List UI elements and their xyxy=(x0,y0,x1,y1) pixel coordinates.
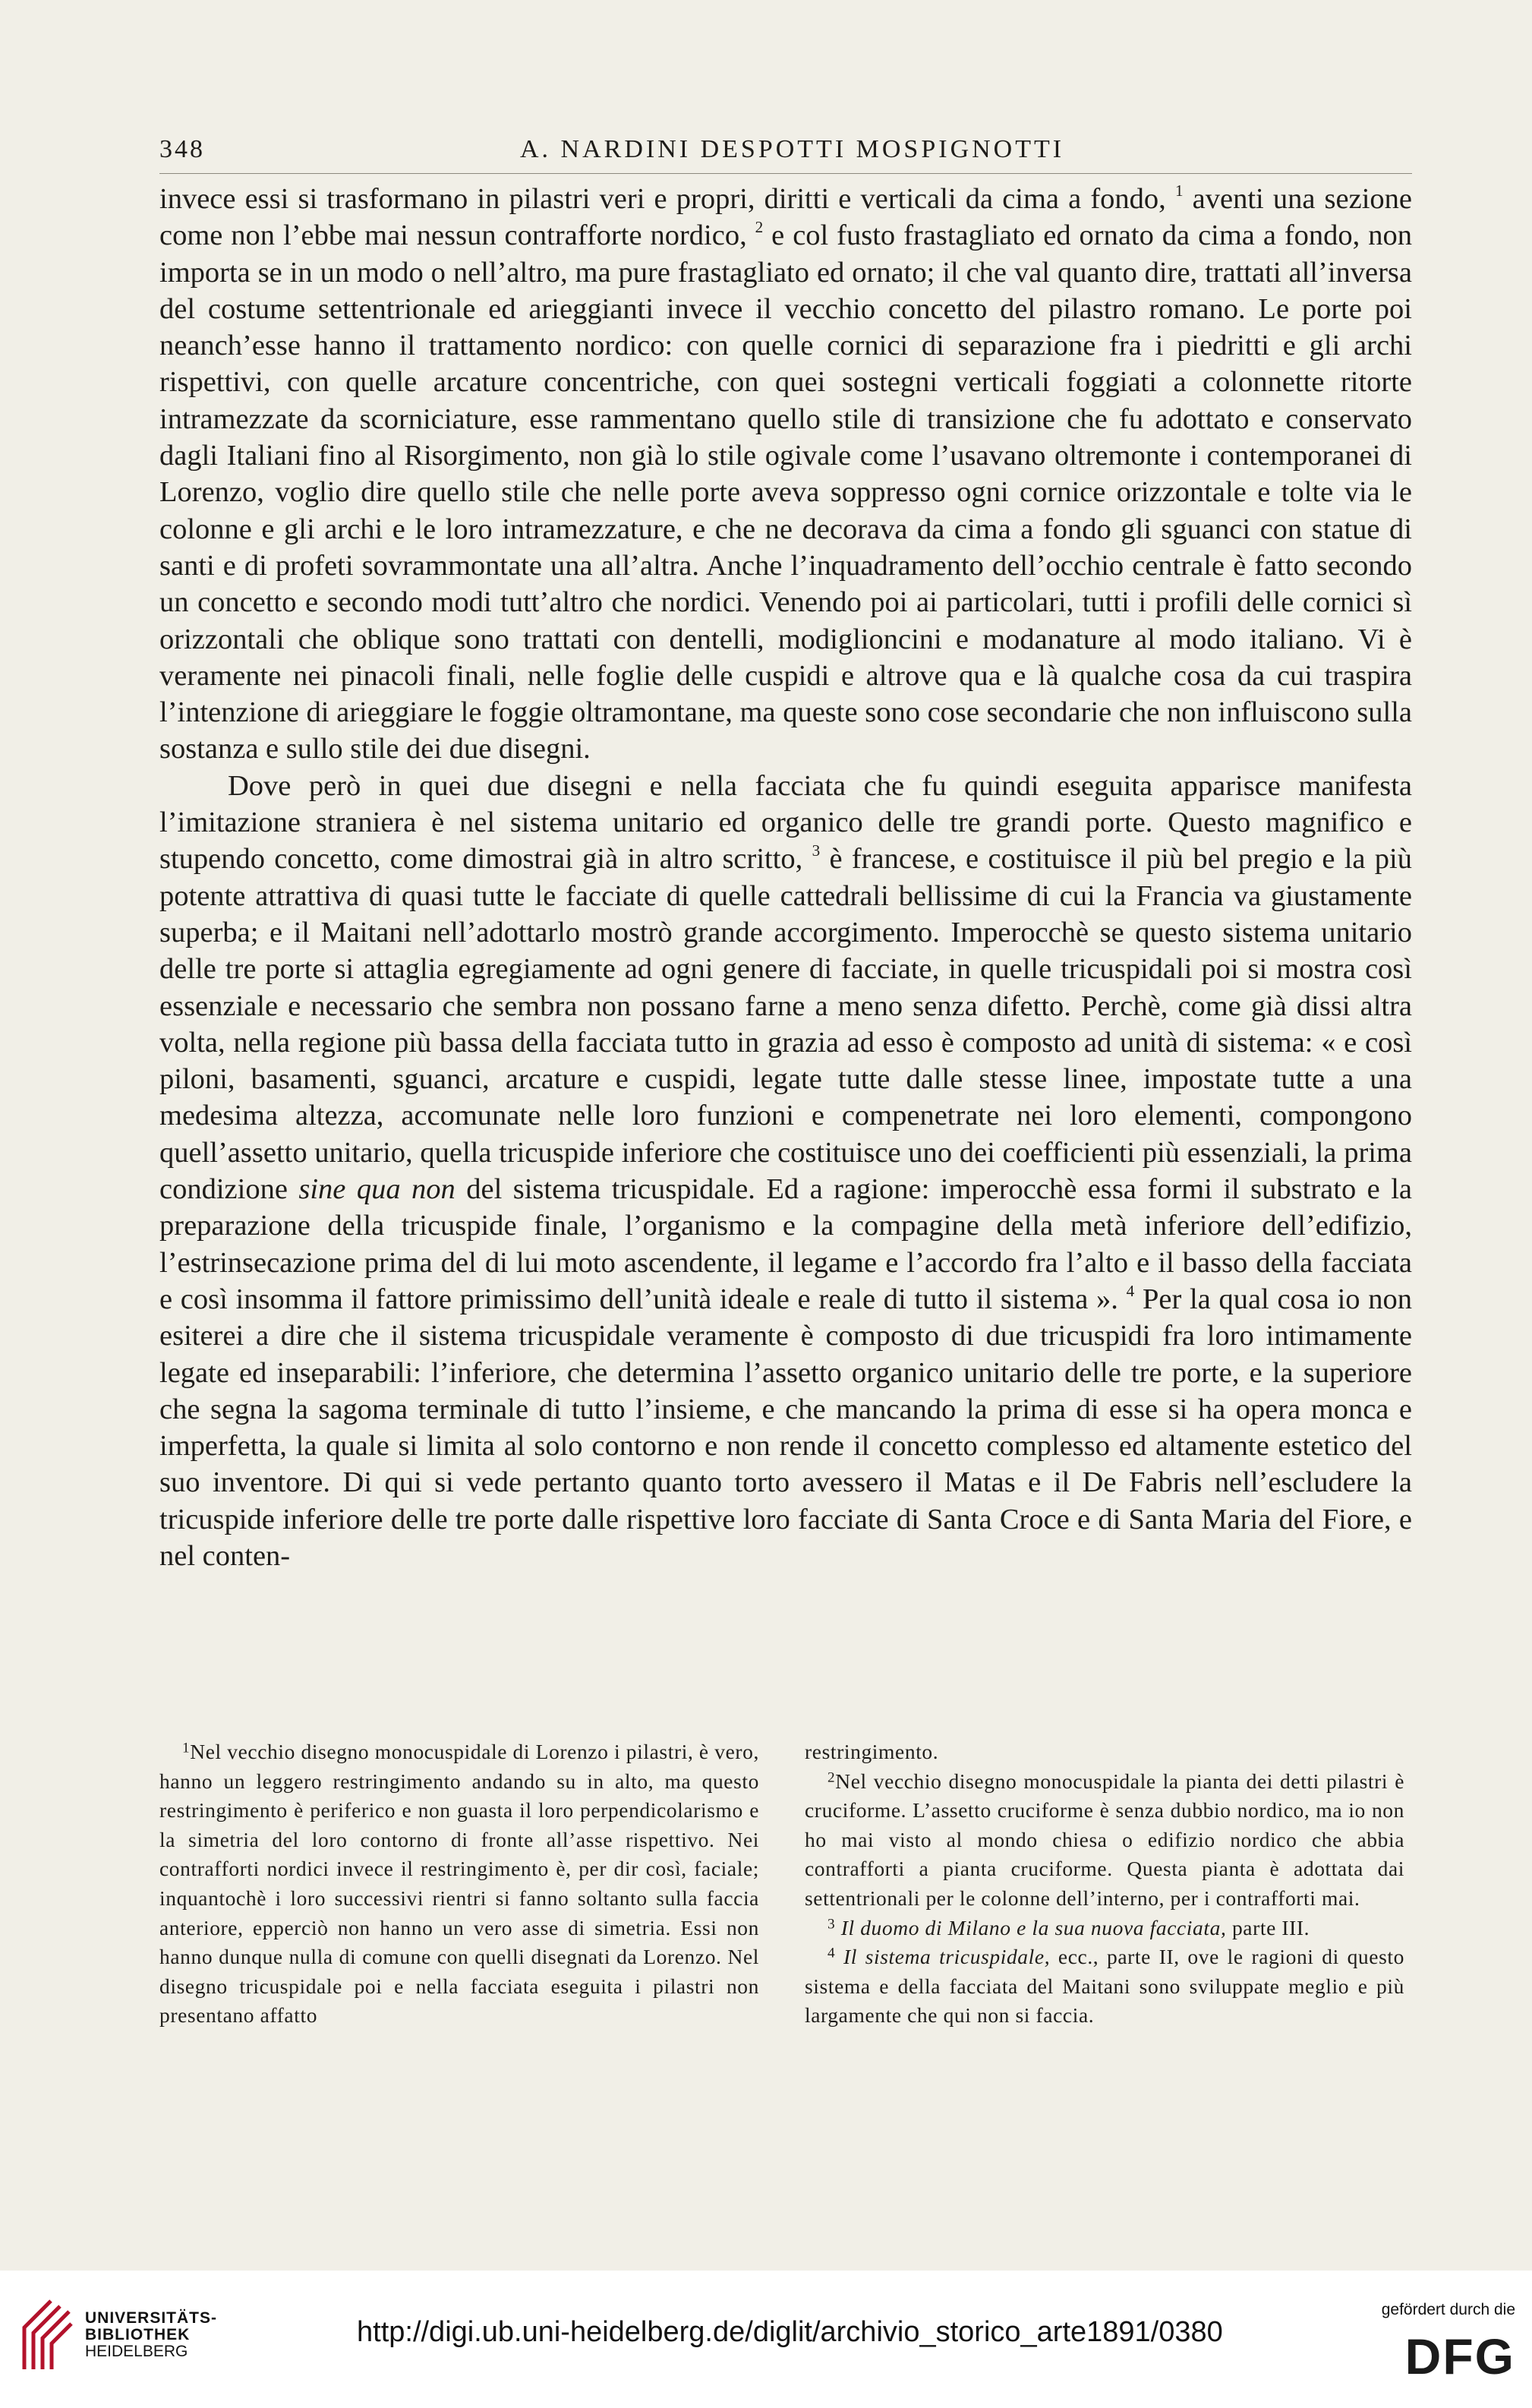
running-head xyxy=(159,128,1412,173)
footnote-reference: 4 xyxy=(1126,1282,1135,1301)
footnote xyxy=(805,1914,1404,1943)
university-library-name xyxy=(85,2310,217,2360)
footnote-reference: 1 xyxy=(182,1740,191,1756)
library-line-1: UNIVERSITÄTS- xyxy=(85,2309,218,2327)
dfg-logo-icon xyxy=(1371,2331,1515,2377)
text-run: restringimento. xyxy=(805,1740,939,1763)
university-library-logo-icon xyxy=(17,2293,77,2377)
library-line-3: HEIDELBERG xyxy=(85,2343,188,2360)
italic-text: sine qua non xyxy=(298,1173,456,1206)
text-run: Per la qual cosa io non esiterei a dire che il sistema tricuspidale veramente è composto di due tricuspidi fra loro intimamente legate ed inseparabili: l’inferiore, che determina l’assetto organico unitario delle tre porte, e la superiore che segna la sagoma terminale di tutto l’insieme, e che mancando la prima di esse si ha opera monca e imperfetta, la quale si limita al solo contorno e non rende il concetto complesso ed altamente estetico del suo inventore. Di qui si vede pertanto quanto torto avessero il Matas e il De Fabris nell’escludere la tricuspide inferiore delle tre porte dalle rispettive loro facciate di Santa Croce e di Santa Maria del Fiore, e nel conten- xyxy=(159,1283,1412,1572)
paragraph xyxy=(159,181,1412,768)
header-rule xyxy=(159,173,1412,174)
footnote xyxy=(805,1737,1404,1767)
text-run: parte III. xyxy=(1226,1915,1310,1939)
text-run: ecc., parte II, ove le ragioni di questo sistema e della facciata del Maitani sono sviluppate meglio e più largamente che qui non si faccia. xyxy=(805,1945,1404,2028)
text-run: del sistema tricuspidale. Ed a ragione: imperocchè essa formi il substrato e la preparazione della tricuspide finale, l’organismo e la compagine della metà inferiore dell’edifizio, l’estrinsecazione prima del di lui moto ascendente, il legame e l’accordo fra l’alto e il basso della facciata e così insomma il fattore primissimo dell’unità ideale e reale di tutto il sistema ». xyxy=(159,1173,1412,1315)
footnotes-left-column xyxy=(159,1737,759,2031)
italic-text: Il duomo di Milano e la sua nuova facciata, xyxy=(840,1915,1227,1939)
text-run: Dove però in quei due disegni e nella facciata che fu quindi eseguita apparisce manifesta l’imitazione straniera è nel sistema unitario ed organico delle tre grandi porte. Questo magnifico e stupendo concetto, come dimostrai già in altro scritto, xyxy=(159,769,1412,876)
text-run: aventi una sezione come non l’ebbe mai nessun contrafforte nordico, xyxy=(159,183,1412,252)
italic-text: Il sistema tricuspidale, xyxy=(843,1945,1051,1969)
text-run: e col fusto frastagliato ed ornato da cima a fondo, non importa se in un modo o nell’altro, ma pure frastagliato ed ornato; il che val quanto dire, trattati all’inversa del costume settentrionale ed arieggianti invece il vecchio concetto del pilastro romano. Le porte poi neanch’esse hanno il trattamento nordico: con quelle cornici di separazione fra i piedritti e gli archi rispettivi, con quelle arcature concentriche, con quei sostegni verticali foggiati a colonnette ritorte intramezzate da scorniciature, esse rammentano quello stile di transizione che fu adottato e conservato dagli Italiani fino al Risorgimento, non già lo stile ogivale come l’usavano oltremonte i contemporanei di Lorenzo, voglio dire quello stile che nelle porte aveva soppresso ogni cornice orizzontale e tolte via le colonne e gli archi e le loro intramezzature, e che ne decorava da cima a fondo gli sguanci con statue di santi e di profeti sovrammontate una all’altra. Anche l’inquadramento dell’occhio centrale è fatto secondo un concetto e secondo modi tutt’altro che nordici. Venendo poi ai particolari, tutti i profili delle cornici sì orizzontali che oblique sono trattati con dentelli, modiglioncini e modanature al modo italiano. Vi è veramente nei pinacoli finali, nelle foglie delle cuspidi e altrove qua e là qualche cosa da cui traspira l’intenzione di arieggiare le foggie oltramontane, ma queste sono cose secondarie che non influiscono sulla sostanza e sullo stile dei due disegni. xyxy=(159,219,1412,765)
footnote-reference: 1 xyxy=(1174,181,1184,200)
text-run: è francese, e costituisce il più bel pregio e la più potente attrattiva di quasi tutte le facciate di quelle cattedrali bellissime di cui la Francia va giustamente superba; e il Maitani nell’adottarlo mostrò grande accorgimento. Imperocchè se questo sistema unitario delle tre porte si attaglia egregiamente ad ogni genere di facciate, in quelle tricuspidali poi si mostra così essenziale e necessario che sembra non possano farne a meno senza difetto. Perchè, come già dissi altra volta, nella regione più bassa della facciata tutto in grazia ad esso è composto ad unità di sistema: « e così piloni, basamenti, sguanci, arcature e cuspidi, legate tutte dalle stesse linee, impostate tutte a una medesima altezza, accomunate nelle loro funzioni e compenetrate nei loro elementi, compongono quell’assetto unitario, quella tricuspide inferiore che costituisce uno dei coefficienti più essenziali, la prima condizione xyxy=(159,843,1412,1206)
document-url-link[interactable]: http://digi.ub.uni-heidelberg.de/diglit/archivio_storico_arte1891/0380 xyxy=(357,2316,1223,2348)
page-number: 348 xyxy=(159,135,205,163)
funded-by-label: gefördert durch die xyxy=(1381,2301,1515,2318)
text-run xyxy=(835,1916,840,1939)
footer-bar xyxy=(0,2271,1532,2408)
footnote xyxy=(805,1942,1404,2031)
footnote-reference: 2 xyxy=(755,218,764,237)
footnote-reference: 3 xyxy=(827,1915,836,1932)
footnote xyxy=(805,1767,1404,1914)
text-run: invece essi si trasformano in pilastri veri e propri, diritti e verticali da cima a fondo, xyxy=(159,183,1175,215)
text-run: Nel vecchio disegno monocuspidale di Lorenzo i pilastri, è vero, hanno un leggero restringimento andando su in alto, ma questo restringimento è periferico e non guasta il loro perpendicolarismo e la simetria del loro contorno di fronte all’asse rispettivo. Nei contrafforti nordici invece il restringimento è, per dir così, faciale; inquantochè i loro successivi rientri si fanno soltanto sulla faccia anteriore, epperciò non hanno un vero asse di simetria. Essi non hanno dunque nulla di comune con quelli disegnati da Lorenzo. Nel disegno tricuspidale poi e nella facciata eseguita i pilastri non presentano affatto xyxy=(159,1740,759,2028)
library-line-2: BIBLIOTHEK xyxy=(85,2326,191,2343)
paragraph xyxy=(159,768,1412,1575)
footnotes xyxy=(159,1737,1412,2132)
body-text xyxy=(159,181,1412,1574)
footnote xyxy=(159,1737,759,2031)
text-run xyxy=(835,1945,843,1968)
text-run: Nel vecchio disegno monocuspidale la pianta dei detti pilastri è cruciforme. L’assetto cruciforme è senza dubbio nordico, ma io non ho mai visto al mondo chiesa o edifizio nordico che abbia contrafforti a pianta cruciforme. Questa pianta è adottata dai settentrionali per le colonne dell’interno, per i contrafforti mai. xyxy=(805,1769,1404,1910)
running-head-title: A. NARDINI DESPOTTI MOSPIGNOTTI xyxy=(520,135,1065,163)
footnote-reference: 2 xyxy=(827,1769,836,1785)
footnote-reference: 4 xyxy=(827,1945,836,1961)
footnote-reference: 3 xyxy=(812,841,821,860)
footnotes-right-column xyxy=(805,1737,1404,2031)
dfg-logo-text: DFG xyxy=(1404,2331,1515,2377)
